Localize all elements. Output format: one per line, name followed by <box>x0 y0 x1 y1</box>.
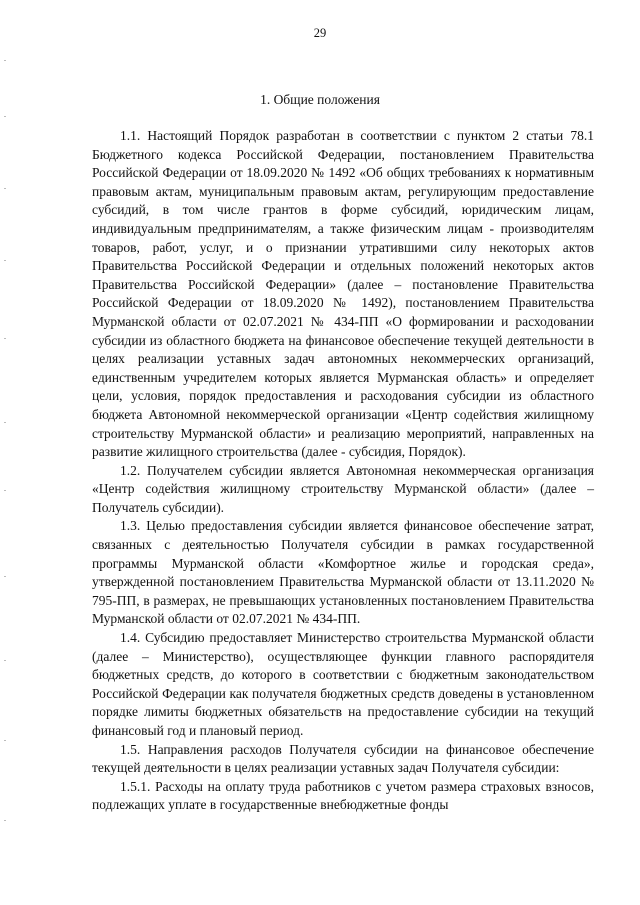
section-title: 1. Общие положения <box>260 92 380 107</box>
document-body <box>92 127 594 815</box>
paragraph-1-3: 1.3. Целью предоставления субсидии является финансовое обеспечение затрат, связанных с деятельностью Получателя субсидии в рамках государственной программы Мурманской области «Комфортное жилье и городская среда», утвержденной постановлением Правительства Мурманской области от 13.11.2020 № 795-ПП, в размерах, не превышающих установленных постановлением Правительства Мурманской области от 02.07.2021 № 434-ПП. <box>92 518 594 627</box>
paragraph-1-4: 1.4. Субсидию предоставляет Министерство строительства Мурманской области (далее – Министерство), осуществляющее функции главного распорядителя бюджетных средств, до которого в соответствии с бюджетным законодательством Российской Федерации как получателя бюджетных средств доведены в установленном порядке лимиты бюджетных обязательств на предоставление субсидии на текущий финансовый год и плановый период. <box>92 630 594 738</box>
page-number: 29 <box>313 26 327 40</box>
paragraph-1-5-1: 1.5.1. Расходы на оплату труда работников с учетом размера страховых взносов, подлежащих уплате в государственные внебюджетные фонды <box>92 778 594 813</box>
scan-margin-marks <box>4 20 6 880</box>
paragraph-1-5: 1.5. Направления расходов Получателя субсидии на финансовое обеспечение текущей деятельности в целях реализации уставных задач Получателя субсидии: <box>92 741 594 776</box>
paragraph-1-2: 1.2. Получателем субсидии является Автономная некоммерческая организация «Центр содействия жилищному строительству Мурманской области» (далее – Получатель субсидии). <box>92 462 594 515</box>
paragraph-1-1: 1.1. Настоящий Порядок разработан в соответствии с пунктом 2 статьи 78.1 Бюджетного кодекса Российской Федерации, постановлением Правительства Российской Федерации от 18.09.2020 № 1492 «Об общих требованиях к нормативным правовым актам, муниципальным правовым актам, регулирующим предоставление субсидий, в том числе грантов в форме субсидий, юридическим лицам, индивидуальным предпринимателям, а также физическим лицам - производителям товаров, работ, услуг, и о признании утратившими силу некоторых актов Правительства Российской Федерации и отдельных положений некоторых актов Правительства Российской Федерации» (далее – постановление Правительства Российской Федерации от 18.09.2020 № 1492), постановлением Правительства Мурманской области от 02.07.2021 № 434-ПП «О формировании и расходовании субсидии из областного бюджета на финансовое обеспечение текущей деятельности в целях реализации уставных задач автономных некоммерческих организаций, единственным учредителем которых является Мурманская область» и определяет цели, условия, порядок предоставления и расходования субсидии из областного бюджета Автономной некоммерческой организации «Центр содействия жилищному строительству Мурманской области» и реализацию мероприятий, направленных на развитие жилищного строительства (далее - субсидия, Порядок). <box>92 128 594 460</box>
